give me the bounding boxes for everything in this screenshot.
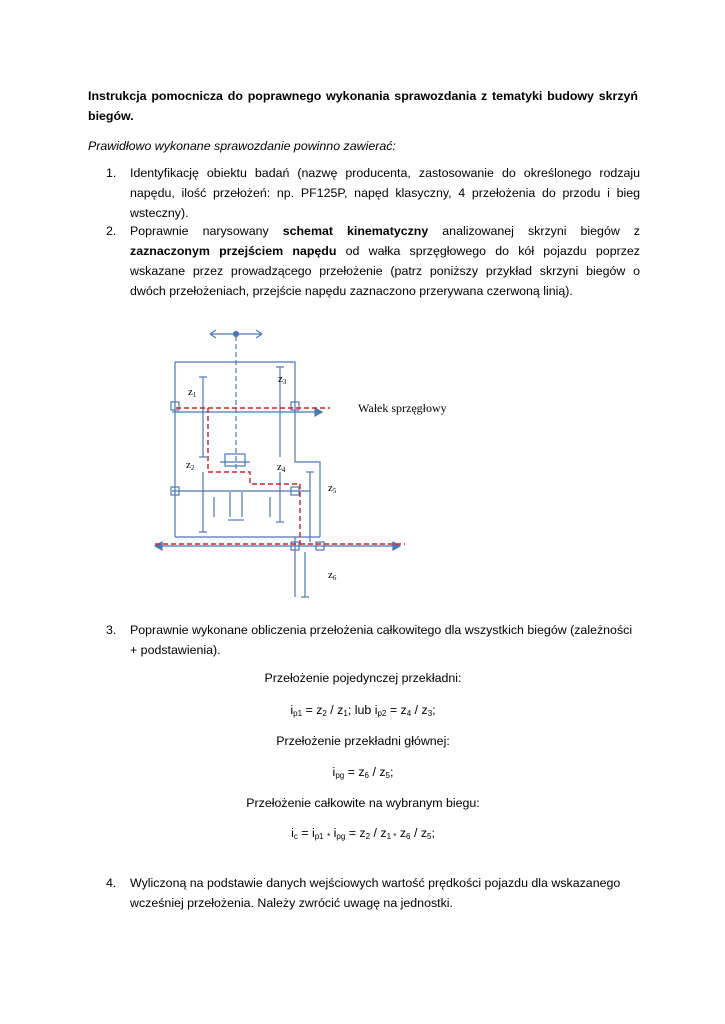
formula-total: $i_c = i_{p1}$ $_*$ $i_{pg} = z_2 / z_{1 *}$ $z_6 / z_5$; [291, 826, 435, 841]
formula-label-total: Przełożenie całkowite na wybranym biegu: [246, 796, 480, 810]
kinematic-diagram [150, 322, 460, 604]
list-item [106, 873, 640, 913]
formula-single: $i_{p1} = z_2 / z_1$; lub $i_{p2} = z_4 / z_3$; [290, 703, 436, 718]
gear-label-z3: z3 [278, 373, 287, 386]
gear-label-z5: z5 [328, 482, 337, 495]
list-item-number: 1. [106, 166, 117, 180]
list-item-text-mid: analizowanej skrzyni biegów z [428, 224, 640, 238]
formula-main: $i_{pg} = z_6 / z_5$; [332, 765, 394, 780]
intro-text: Prawidłowo wykonane sprawozdanie powinno zawierać: [88, 139, 396, 153]
list-item-text-pre: Poprawnie narysowany [130, 224, 283, 238]
list-item [106, 221, 641, 301]
emphasis-kinematic-scheme: schemat kinematyczny [282, 224, 429, 238]
formula-label-single: Przełożenie pojedynczej przekładni: [264, 671, 462, 685]
list-item [106, 620, 640, 660]
gear-label-z4: z4 [277, 461, 286, 474]
list-item-text-post: od wałka sprzęgłowego do kół pojazdu poprzez wskazane przez prowadzącego przełożenie (patrz poniższy przykład skrzyni biegów o dwóch przełożeniach, przejście napędu zaznaczono przerywana czerwoną linią). [130, 244, 641, 298]
list-item-number: 4. [106, 876, 117, 890]
formula-label-main: Przełożenie przekładni głównej: [276, 734, 450, 748]
list-item-number: 3. [106, 623, 117, 637]
gear-label-z6: z6 [328, 569, 337, 582]
list-item [106, 163, 640, 223]
shaft-label: Wałek sprzęgłowy [358, 401, 447, 415]
list-item-text: Poprawnie wykonane obliczenia przełożenia całkowitego dla wszystkich biegów (zależności + podstawienia). [130, 623, 633, 657]
list-item-text: Wyliczoną na podstawie danych wejściowych wartość prędkości pojazdu dla wskazanego wcześniej przełożenia. Należy zwrócić uwagę na jednostki. [130, 876, 621, 910]
emphasis-drive-path: zaznaczonym przejściem napędu [130, 244, 337, 258]
list-item-text: Identyfikację obiektu badań (nazwę producenta, zastosowanie do określonego rodzaju napędu, ilość przełożeń: np. PF125P, napęd klasyczny, 4 przełożenia do przodu i bieg wsteczny). [130, 166, 640, 220]
gear-label-z2: z2 [186, 459, 195, 472]
document-title: Instrukcja pomocnicza do poprawnego wykonania sprawozdania z tematyki budowy skrzyń biegów. [88, 89, 638, 123]
list-item-number: 2. [106, 224, 117, 238]
gear-label-z1: z1 [188, 386, 197, 399]
